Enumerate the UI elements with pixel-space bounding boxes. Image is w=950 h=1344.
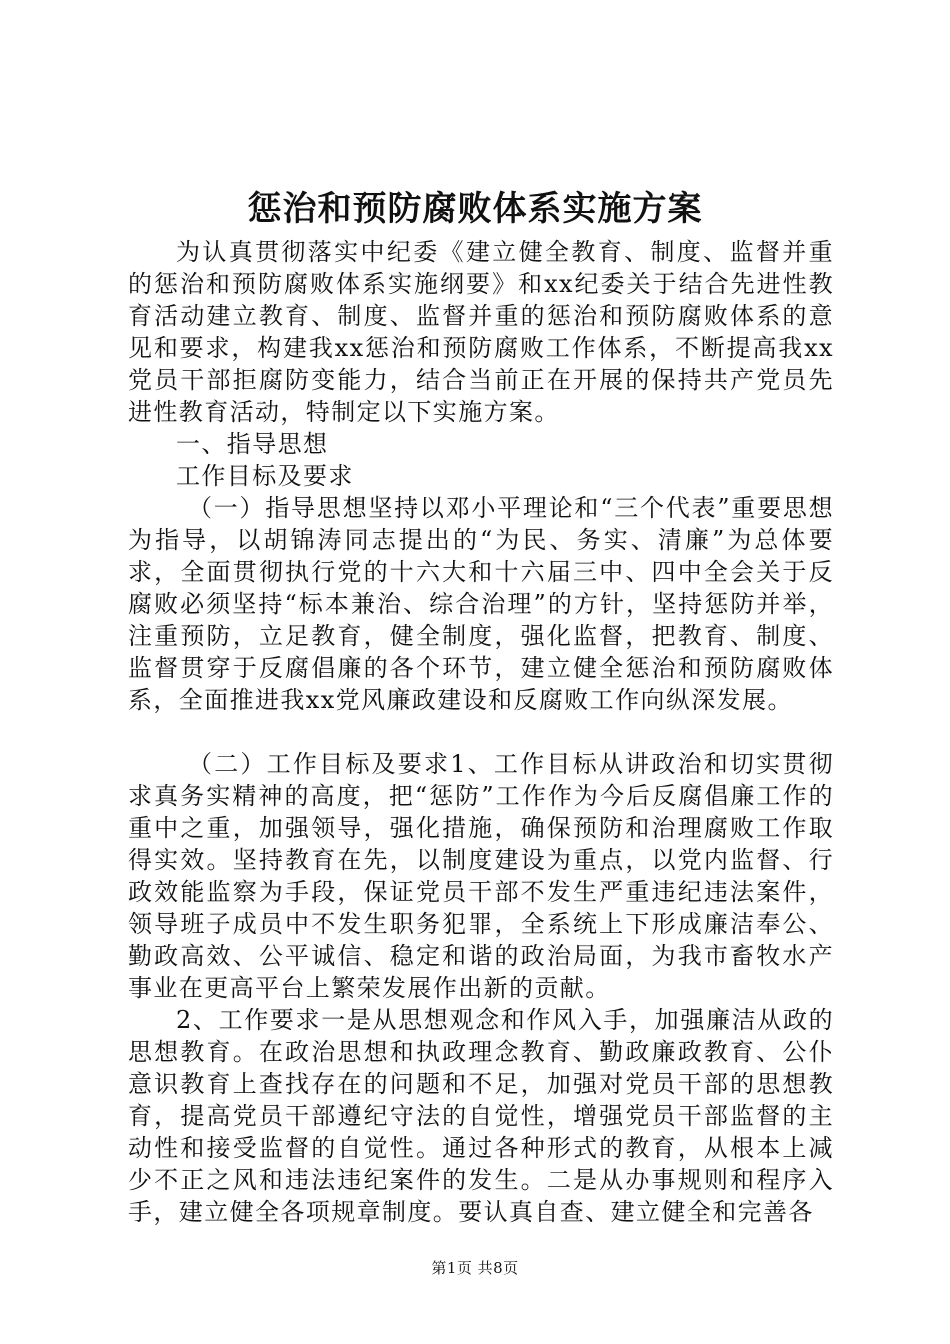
heading-work-goals: 工作目标及要求 (176, 462, 354, 490)
paragraph-work-requirements: 2、工作要求一是从思想观念和作风入手，加强廉洁从政的思想教育。在政治思想和执政理念教育、勤政廉政教育、公仆意识教育上查找存在的问题和不足，加强对党员干部的思想教育，提高党员干部遵纪守法的自觉性，增强党员干部监督的主动性和接受监督的自觉性。通过各种形式的教育，从根本上减少不正之风和违法违纪案件的发生。二是从办事规则和程序入手，建立健全各项规章制度。要认真自查、建立健全和完善各 (128, 1006, 834, 1226)
heading-guiding-ideology: 一、指导思想 (176, 430, 329, 458)
paragraph-intro: 为认真贯彻落实中纪委《建立健全教育、制度、监督并重的惩治和预防腐败体系实施纲要》和xx纪委关于结合先进性教育活动建立教育、制度、监督并重的惩治和预防腐败体系的意见和要求，构建我xx惩治和预防腐败工作体系，不断提高我xx党员干部拒腐防变能力，结合当前正在开展的保持共产党员先进性教育活动，特制定以下实施方案。 (128, 238, 834, 426)
page-number-footer: 第1页 共8页 (431, 1259, 519, 1277)
document-title: 惩治和预防腐败体系实施方案 (247, 189, 703, 229)
paragraph-section-two: （二）工作目标及要求1、工作目标从讲政治和切实贯彻求真务实精神的高度，把“惩防”工作作为今后反腐倡廉工作的重中之重，加强领导，强化措施，确保预防和治理腐败工作取得实效。坚持教育在先，以制度建设为重点，以党内监督、行政效能监察为手段，保证党员干部不发生严重违纪违法案件，领导班子成员中不发生职务犯罪，全系统上下形成廉洁奉公、勤政高效、公平诚信、稳定和谐的政治局面，为我市畜牧水产事业在更高平台上繁荣发展作出新的贡献。 (128, 750, 834, 1002)
document-body (128, 236, 834, 1228)
paragraph-section-one: （一）指导思想坚持以邓小平理论和“三个代表”重要思想为指导，以胡锦涛同志提出的“为民、务实、清廉”为总体要求，全面贯彻执行党的十六大和十六届三中、四中全会关于反腐败必须坚持“标本兼治、综合治理”的方针，坚持惩防并举，注重预防，立足教育，健全制度，强化监督，把教育、制度、监督贯穿于反腐倡廉的各个环节，建立健全惩治和预防腐败体系，全面推进我xx党风廉政建设和反腐败工作向纵深发展。 (128, 494, 834, 714)
